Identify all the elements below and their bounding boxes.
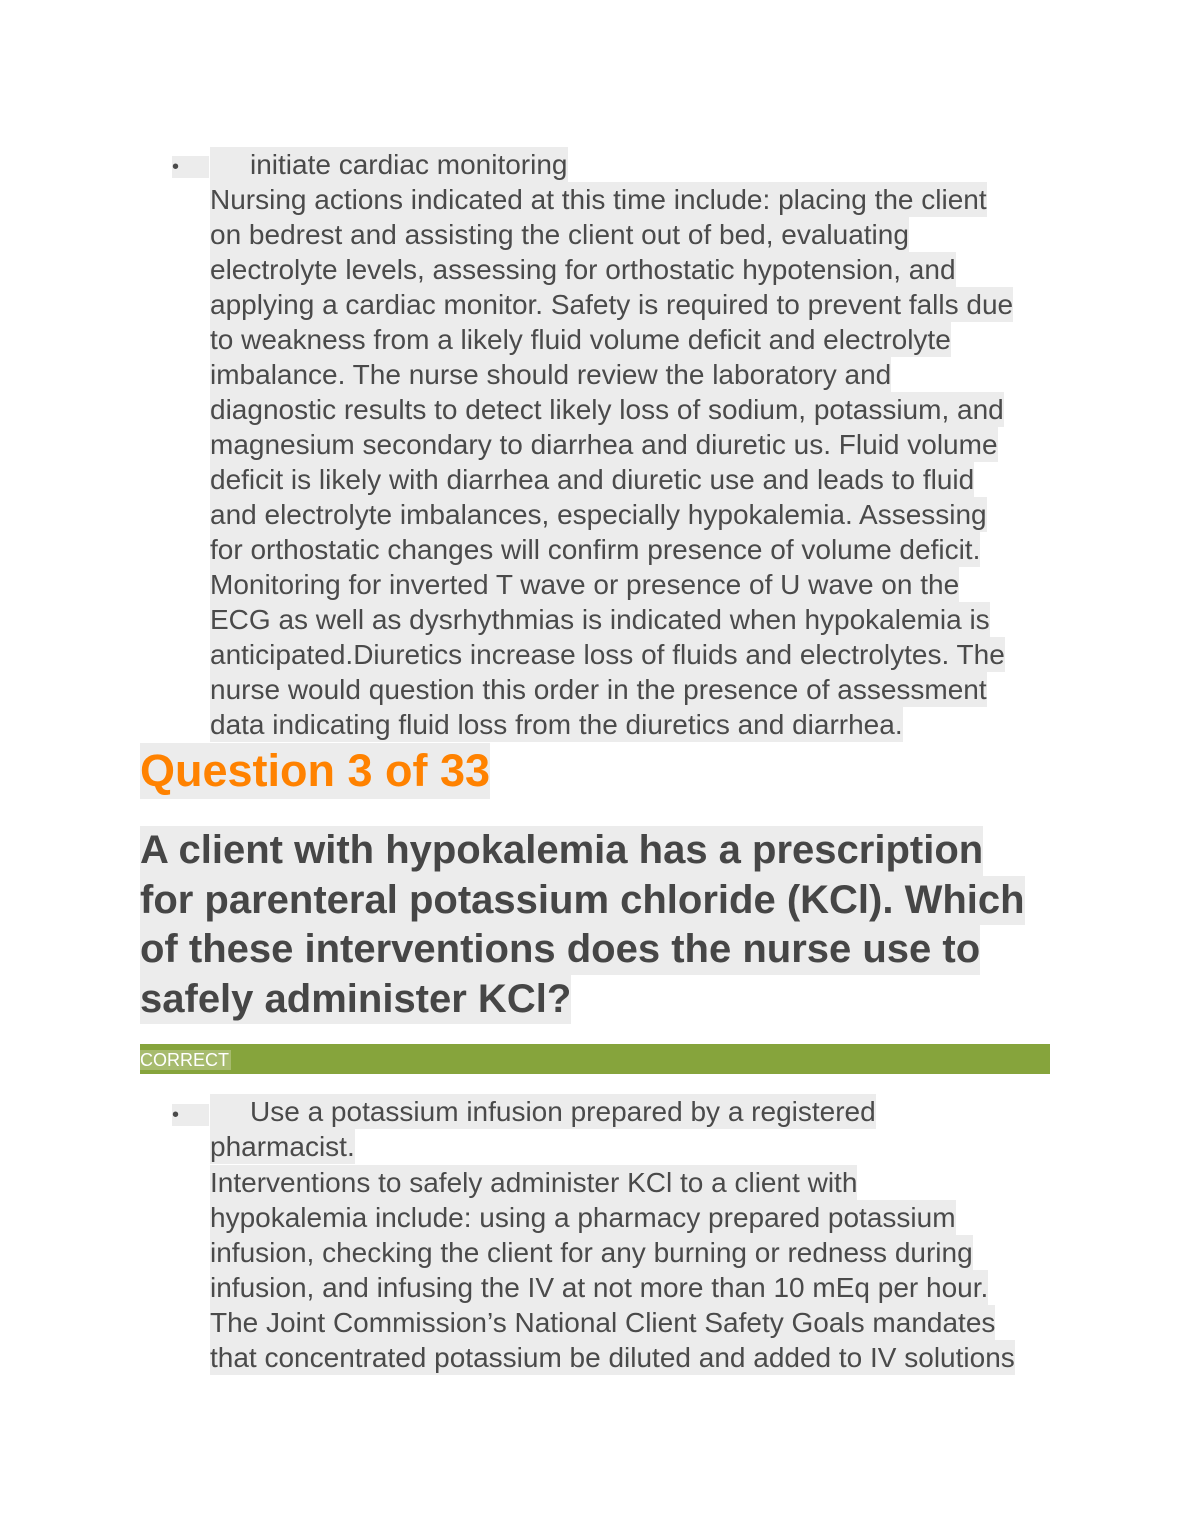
rationale-line: infusion, and infusing the IV at not more than 10 mEq per hour. bbox=[210, 1272, 989, 1303]
question-text-line: of these interventions does the nurse use to bbox=[140, 925, 980, 975]
question-text-line: for parenteral potassium chloride (KCl). Which bbox=[140, 876, 1025, 926]
rationale-line: ECG as well as dysrhythmias is indicated when hypokalemia is bbox=[210, 604, 990, 635]
question-text-line: safely administer KCl? bbox=[140, 975, 571, 1025]
rationale-line: applying a cardiac monitor. Safety is required to prevent falls due bbox=[210, 289, 1014, 320]
rationale-line: diagnostic results to detect likely loss of sodium, potassium, and bbox=[210, 394, 1004, 425]
rationale-line: hypokalemia include: using a pharmacy prepared potassium bbox=[210, 1202, 956, 1233]
answer-option-text: pharmacist. bbox=[210, 1131, 355, 1162]
answer-option-text: initiate cardiac monitoring bbox=[210, 147, 568, 182]
question-text-line: A client with hypokalemia has a prescription bbox=[140, 826, 983, 876]
rationale-line: anticipated.Diuretics increase loss of fluids and electrolytes. The bbox=[210, 639, 1005, 670]
bullet-icon: • bbox=[172, 1104, 210, 1126]
rationale-line: Interventions to safely administer KCl to a client with bbox=[210, 1167, 858, 1198]
bullet-icon: • bbox=[172, 156, 210, 178]
question-number bbox=[140, 743, 490, 799]
answer-rationale bbox=[210, 1165, 1052, 1375]
rationale-line: on bedrest and assisting the client out of bed, evaluating bbox=[210, 219, 909, 250]
rationale-line: data indicating fluid loss from the diuretics and diarrhea. bbox=[210, 709, 903, 740]
rationale-line: Monitoring for inverted T wave or presence of U wave on the bbox=[210, 569, 960, 600]
rationale-line: nurse would question this order in the presence of assessment bbox=[210, 674, 987, 705]
rationale-line: for orthostatic changes will confirm presence of volume deficit. bbox=[210, 534, 981, 565]
rationale-line: electrolyte levels, assessing for orthostatic hypotension, and bbox=[210, 254, 956, 285]
rationale-line: and electrolyte imbalances, especially hypokalemia. Assessing bbox=[210, 499, 987, 530]
rationale-line: The Joint Commission’s National Client Safety Goals mandates bbox=[210, 1307, 996, 1338]
answer-rationale bbox=[210, 182, 1052, 742]
result-status-bar bbox=[140, 1044, 1050, 1074]
rationale-line: to weakness from a likely fluid volume deficit and electrolyte bbox=[210, 324, 951, 355]
answer-option-text: Use a potassium infusion prepared by a registered bbox=[210, 1094, 876, 1129]
question-number-label: Question 3 of 33 bbox=[140, 743, 490, 799]
status-badge: CORRECT bbox=[140, 1050, 229, 1070]
rationale-line: magnesium secondary to diarrhea and diuretic us. Fluid volume bbox=[210, 429, 998, 460]
rationale-line: infusion, checking the client for any burning or redness during bbox=[210, 1237, 973, 1268]
rationale-line: that concentrated potassium be diluted and added to IV solutions bbox=[210, 1342, 1015, 1373]
rationale-line: imbalance. The nurse should review the laboratory and bbox=[210, 359, 892, 390]
question-text bbox=[140, 826, 1025, 1024]
rationale-line: deficit is likely with diarrhea and diuretic use and leads to fluid bbox=[210, 464, 975, 495]
rationale-line: Nursing actions indicated at this time include: placing the client bbox=[210, 184, 987, 215]
